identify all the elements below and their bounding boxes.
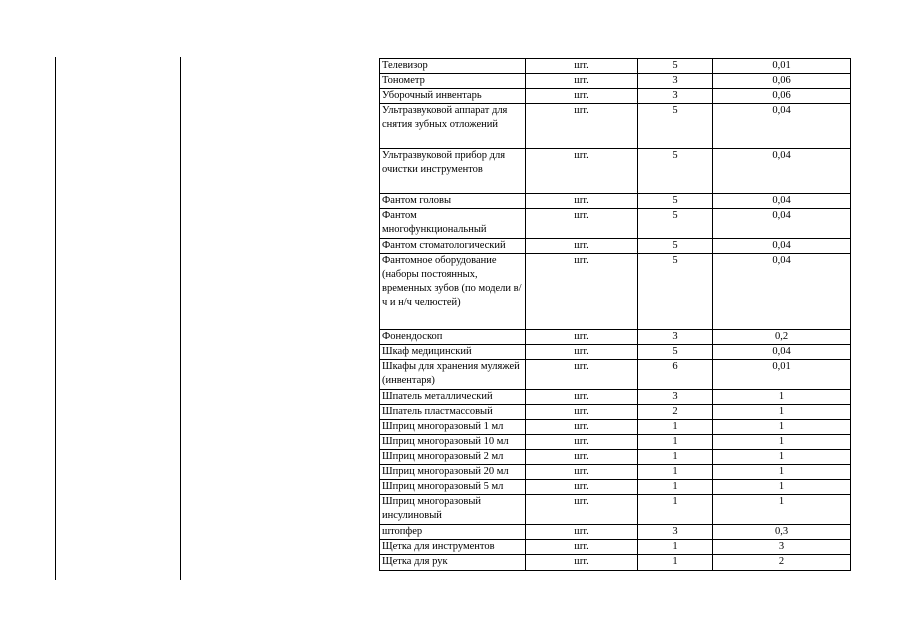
quantity-cell: 1 xyxy=(638,540,713,555)
table-row xyxy=(380,540,851,555)
table-row xyxy=(380,239,851,254)
unit-cell: шт. xyxy=(526,209,638,239)
unit-cell: шт. xyxy=(526,104,638,149)
coefficient-cell: 2 xyxy=(713,555,851,571)
coefficient-cell: 0,01 xyxy=(713,360,851,390)
table-row xyxy=(380,495,851,525)
item-name-cell: Фантом многофункциональный xyxy=(380,209,526,239)
unit-cell: шт. xyxy=(526,495,638,525)
unit-cell: шт. xyxy=(526,239,638,254)
table-row xyxy=(380,254,851,330)
left-column-divider xyxy=(55,57,56,580)
quantity-cell: 5 xyxy=(638,345,713,360)
unit-cell: шт. xyxy=(526,435,638,450)
table-row xyxy=(380,390,851,405)
quantity-cell: 5 xyxy=(638,209,713,239)
quantity-cell: 3 xyxy=(638,525,713,540)
unit-cell: шт. xyxy=(526,330,638,345)
table-row xyxy=(380,89,851,104)
quantity-cell: 3 xyxy=(638,89,713,104)
coefficient-cell: 0,06 xyxy=(713,89,851,104)
coefficient-cell: 0,04 xyxy=(713,254,851,330)
unit-cell: шт. xyxy=(526,254,638,330)
quantity-cell: 1 xyxy=(638,555,713,571)
coefficient-cell: 1 xyxy=(713,390,851,405)
item-name-cell: Щетка для инструментов xyxy=(380,540,526,555)
item-name-cell: Тонометр xyxy=(380,74,526,89)
unit-cell: шт. xyxy=(526,390,638,405)
quantity-cell: 6 xyxy=(638,360,713,390)
item-name-cell: Уборочный инвентарь xyxy=(380,89,526,104)
table-row xyxy=(380,59,851,74)
coefficient-cell: 0,2 xyxy=(713,330,851,345)
table-row xyxy=(380,480,851,495)
coefficient-cell: 1 xyxy=(713,495,851,525)
item-name-cell: Шприц многоразовый 2 мл xyxy=(380,450,526,465)
item-name-cell: Ультразвуковой прибор для очистки инструментов xyxy=(380,149,526,194)
quantity-cell: 1 xyxy=(638,435,713,450)
unit-cell: шт. xyxy=(526,360,638,390)
unit-cell: шт. xyxy=(526,465,638,480)
unit-cell: шт. xyxy=(526,194,638,209)
quantity-cell: 5 xyxy=(638,149,713,194)
coefficient-cell: 1 xyxy=(713,480,851,495)
coefficient-cell: 0,04 xyxy=(713,209,851,239)
unit-cell: шт. xyxy=(526,480,638,495)
coefficient-cell: 0,04 xyxy=(713,345,851,360)
table-row xyxy=(380,330,851,345)
quantity-cell: 1 xyxy=(638,450,713,465)
item-name-cell: Фонендоскоп xyxy=(380,330,526,345)
quantity-cell: 1 xyxy=(638,480,713,495)
unit-cell: шт. xyxy=(526,345,638,360)
table-row xyxy=(380,360,851,390)
table-row xyxy=(380,74,851,89)
quantity-cell: 1 xyxy=(638,465,713,480)
middle-column-divider xyxy=(180,57,181,580)
coefficient-cell: 0,06 xyxy=(713,74,851,89)
coefficient-cell: 0,04 xyxy=(713,104,851,149)
unit-cell: шт. xyxy=(526,525,638,540)
item-name-cell: Шпатель металлический xyxy=(380,390,526,405)
coefficient-cell: 1 xyxy=(713,435,851,450)
table-row xyxy=(380,465,851,480)
item-name-cell: Фантом головы xyxy=(380,194,526,209)
quantity-cell: 1 xyxy=(638,420,713,435)
quantity-cell: 3 xyxy=(638,74,713,89)
item-name-cell: Телевизор xyxy=(380,59,526,74)
coefficient-cell: 0,04 xyxy=(713,149,851,194)
quantity-cell: 5 xyxy=(638,239,713,254)
coefficient-cell: 0,01 xyxy=(713,59,851,74)
coefficient-cell: 1 xyxy=(713,465,851,480)
equipment-table-body xyxy=(380,59,851,571)
table-row xyxy=(380,450,851,465)
table-row xyxy=(380,420,851,435)
quantity-cell: 5 xyxy=(638,254,713,330)
quantity-cell: 5 xyxy=(638,104,713,149)
quantity-cell: 1 xyxy=(638,495,713,525)
unit-cell: шт. xyxy=(526,74,638,89)
item-name-cell: Шприц многоразовый 20 мл xyxy=(380,465,526,480)
table-row xyxy=(380,435,851,450)
coefficient-cell: 0,3 xyxy=(713,525,851,540)
coefficient-cell: 3 xyxy=(713,540,851,555)
item-name-cell: Ультразвуковой аппарат для снятия зубных отложений xyxy=(380,104,526,149)
quantity-cell: 5 xyxy=(638,59,713,74)
unit-cell: шт. xyxy=(526,59,638,74)
item-name-cell: Шприц многоразовый инсулиновый xyxy=(380,495,526,525)
unit-cell: шт. xyxy=(526,555,638,571)
item-name-cell: Щетка для рук xyxy=(380,555,526,571)
quantity-cell: 5 xyxy=(638,194,713,209)
item-name-cell: Фантом стоматологический xyxy=(380,239,526,254)
coefficient-cell: 1 xyxy=(713,420,851,435)
unit-cell: шт. xyxy=(526,149,638,194)
table-row xyxy=(380,405,851,420)
coefficient-cell: 0,04 xyxy=(713,194,851,209)
equipment-table xyxy=(379,58,851,571)
coefficient-cell: 0,04 xyxy=(713,239,851,254)
table-row xyxy=(380,209,851,239)
item-name-cell: Шпатель пластмассовый xyxy=(380,405,526,420)
item-name-cell: Шприц многоразовый 1 мл xyxy=(380,420,526,435)
table-row xyxy=(380,194,851,209)
unit-cell: шт. xyxy=(526,540,638,555)
quantity-cell: 3 xyxy=(638,390,713,405)
coefficient-cell: 1 xyxy=(713,450,851,465)
item-name-cell: Шкаф медицинский xyxy=(380,345,526,360)
item-name-cell: Фантомное оборудование (наборы постоянных, временных зубов (по модели в/ч и н/ч челюстей) xyxy=(380,254,526,330)
quantity-cell: 3 xyxy=(638,330,713,345)
item-name-cell: штопфер xyxy=(380,525,526,540)
table-row xyxy=(380,345,851,360)
unit-cell: шт. xyxy=(526,405,638,420)
item-name-cell: Шкафы для хранения муляжей (инвентаря) xyxy=(380,360,526,390)
quantity-cell: 2 xyxy=(638,405,713,420)
item-name-cell: Шприц многоразовый 10 мл xyxy=(380,435,526,450)
item-name-cell: Шприц многоразовый 5 мл xyxy=(380,480,526,495)
unit-cell: шт. xyxy=(526,420,638,435)
unit-cell: шт. xyxy=(526,450,638,465)
table-row xyxy=(380,555,851,571)
table-row xyxy=(380,104,851,149)
coefficient-cell: 1 xyxy=(713,405,851,420)
table-row xyxy=(380,525,851,540)
table-row xyxy=(380,149,851,194)
unit-cell: шт. xyxy=(526,89,638,104)
